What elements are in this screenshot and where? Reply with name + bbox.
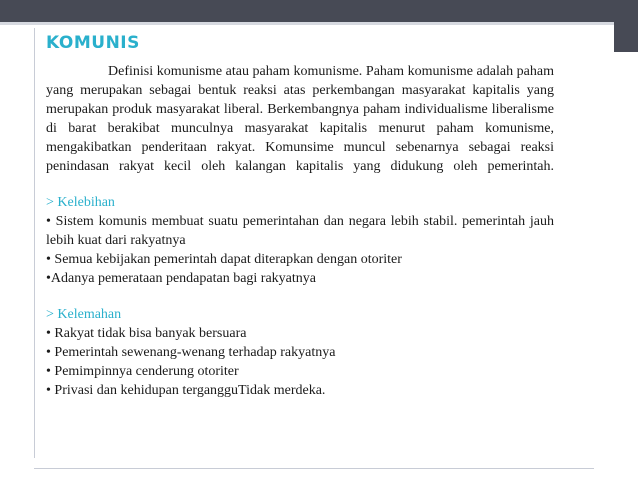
kelemahan-item: • Rakyat tidak bisa banyak bersuara [46, 326, 247, 341]
kelebihan-item: • Sistem komunis membuat suatu pemerintahan dan negara lebih stabil. pemerintah jauh lebih kuat dari rakyatnya [46, 214, 554, 248]
bottom-border-line [34, 468, 594, 469]
kelebihan-heading: > Kelebihan [46, 195, 115, 210]
top-bar-accent [0, 22, 638, 25]
kelemahan-item: • Pemerintah sewenang-wenang terhadap rakyatnya [46, 345, 336, 360]
kelebihan-item: • Semua kebijakan pemerintah dapat diterapkan dengan otoriter [46, 252, 402, 267]
slide-content [46, 62, 554, 400]
left-border-line [34, 28, 35, 458]
kelemahan-heading: > Kelemahan [46, 307, 122, 322]
slide-title: KOMUNIS [46, 33, 140, 53]
definition-paragraph: Definisi komunisme atau paham komunisme. Paham komunisme adalah paham yang merupakan sebagai bentuk reaksi atas perkembangan masyarakat kapitalis yang merupakan produk masyarakat liberal. Berkembangnya paham individualisme liberalisme di barat berakibat munculnya masyarakat kapitalis menurut paham komunisme, mengakibatkan penderitaan rakyat. Komunsime muncul sebenarnya sebagai reaksi penindasan rakyat kecil oleh kalangan kapitalis yang didukung oleh pemerintah. [46, 64, 554, 174]
kelemahan-item: • Pemimpinnya cenderung otoriter [46, 364, 239, 379]
top-bar [0, 0, 638, 22]
corner-block [614, 0, 638, 52]
kelebihan-item: •Adanya pemerataan pendapatan bagi rakyatnya [46, 271, 316, 286]
kelemahan-item: • Privasi dan kehidupan tergangguTidak merdeka. [46, 383, 326, 398]
